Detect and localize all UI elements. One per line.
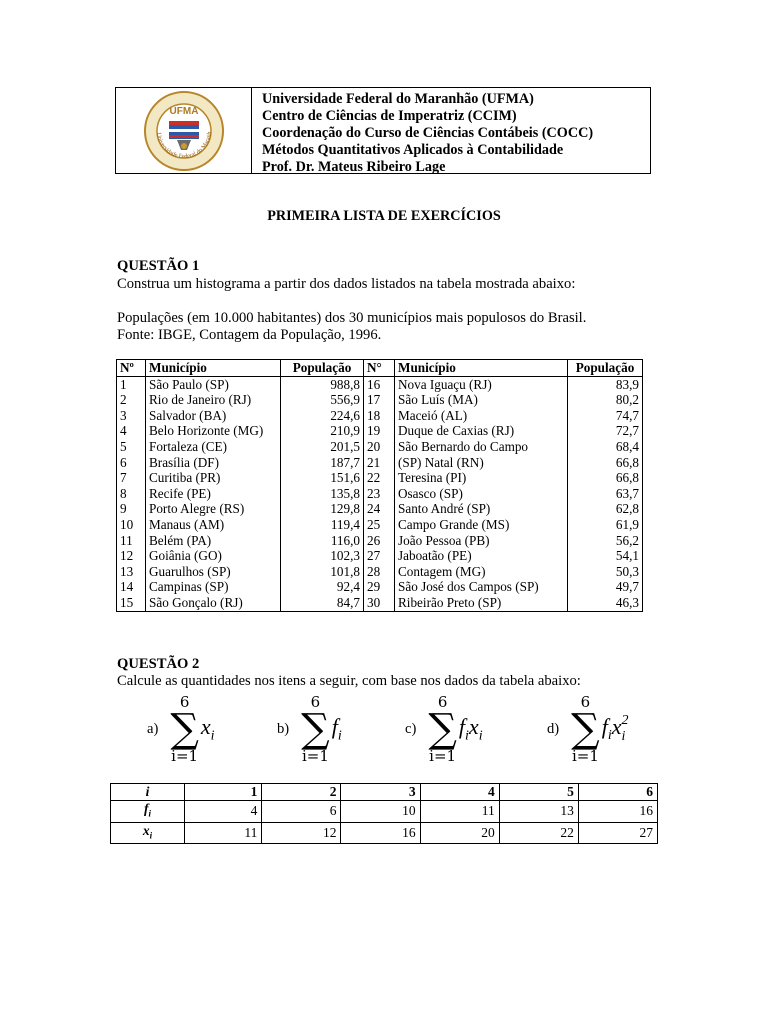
cell-municipality: Rio de Janeiro (RJ) xyxy=(146,392,281,408)
cell-number: 9 xyxy=(117,501,146,517)
cell-population: 119,4 xyxy=(281,517,364,533)
cell-population-2: 72,7 xyxy=(568,423,643,439)
table-cell: 16 xyxy=(578,801,657,823)
table-cell: 6 xyxy=(578,784,657,801)
formula-a xyxy=(147,694,215,764)
cell-municipality-2: Nova Iguaçu (RJ) xyxy=(395,376,568,392)
cell-municipality-2: Jaboatão (PE) xyxy=(395,548,568,564)
table-row xyxy=(117,579,643,595)
cell-population-2: 74,7 xyxy=(568,408,643,424)
cell-population: 92,4 xyxy=(281,579,364,595)
cell-population-2: 83,9 xyxy=(568,376,643,392)
logo-text: UFMA xyxy=(169,105,198,117)
cell-population-2: 56,2 xyxy=(568,533,643,549)
population-table-header xyxy=(117,360,643,377)
table-cell: 4 xyxy=(420,784,499,801)
cell-municipality-2: (SP) Natal (RN) xyxy=(395,455,568,471)
cell-municipality-2: Contagem (MG) xyxy=(395,564,568,580)
cell-municipality: Manaus (AM) xyxy=(146,517,281,533)
cell-municipality-2: Ribeirão Preto (SP) xyxy=(395,595,568,611)
cell-number: 4 xyxy=(117,423,146,439)
cell-municipality: Fortaleza (CE) xyxy=(146,439,281,455)
table-cell: 1 xyxy=(185,784,262,801)
cell-population: 116,0 xyxy=(281,533,364,549)
logo-cell xyxy=(116,88,252,173)
table-cell: 11 xyxy=(185,822,262,844)
cell-population: 187,7 xyxy=(281,455,364,471)
cell-number: 6 xyxy=(117,455,146,471)
cell-municipality: Goiânia (GO) xyxy=(146,548,281,564)
cell-population-2: 46,3 xyxy=(568,595,643,611)
cell-municipality: São Paulo (SP) xyxy=(146,376,281,392)
cell-number-2: 17 xyxy=(364,392,395,408)
cell-number: 15 xyxy=(117,595,146,611)
header-line-university: Universidade Federal do Maranhão (UFMA) xyxy=(262,91,534,107)
cell-number-2: 21 xyxy=(364,455,395,471)
table-cell: 4 xyxy=(185,801,262,823)
q2-title: QUESTÃO 2 xyxy=(117,656,200,672)
cell-municipality-2: Duque de Caxias (RJ) xyxy=(395,423,568,439)
table-row xyxy=(117,470,643,486)
formula-term: $x_i$ xyxy=(200,713,215,744)
cell-number-2: 23 xyxy=(364,486,395,502)
cell-municipality: São Gonçalo (RJ) xyxy=(146,595,281,611)
row-label-i: i xyxy=(111,784,185,801)
cell-population-2: 63,7 xyxy=(568,486,643,502)
cell-municipality: Recife (PE) xyxy=(146,486,281,502)
header-box xyxy=(115,87,651,174)
cell-number: 12 xyxy=(117,548,146,564)
cell-number: 1 xyxy=(117,376,146,392)
table-row xyxy=(117,533,643,549)
table-cell: 27 xyxy=(578,822,657,844)
header-lines xyxy=(252,88,593,173)
table-cell: 5 xyxy=(499,784,578,801)
table-cell: 10 xyxy=(341,801,420,823)
summation-symbol: 6 ∑ i=1 xyxy=(428,693,457,765)
cell-number-2: 19 xyxy=(364,423,395,439)
table-cell: 13 xyxy=(499,801,578,823)
cell-municipality: Curitiba (PR) xyxy=(146,470,281,486)
table-cell: 22 xyxy=(499,822,578,844)
cell-number: 14 xyxy=(117,579,146,595)
cell-population-2: 62,8 xyxy=(568,501,643,517)
col-header-number: Nº xyxy=(117,360,146,377)
cell-number-2: 25 xyxy=(364,517,395,533)
cell-population: 556,9 xyxy=(281,392,364,408)
table-row xyxy=(117,392,643,408)
table-row xyxy=(117,439,643,455)
formula-c xyxy=(405,694,483,764)
table-row xyxy=(117,595,643,611)
cell-number-2: 24 xyxy=(364,501,395,517)
row-label-x: $x_i$ xyxy=(111,822,185,844)
table-row xyxy=(117,408,643,424)
cell-municipality-2: São Bernardo do Campo xyxy=(395,439,568,455)
cell-municipality-2: Osasco (SP) xyxy=(395,486,568,502)
formula-label: c) xyxy=(405,720,417,737)
cell-municipality-2: São José dos Campos (SP) xyxy=(395,579,568,595)
table-row xyxy=(117,517,643,533)
col-header-municipality: Município xyxy=(146,360,281,377)
col-header-number-2: N° xyxy=(364,360,395,377)
data-row-x xyxy=(111,822,658,844)
header-line-course: Métodos Quantitativos Aplicados à Contabilidade xyxy=(262,142,564,158)
cell-number: 3 xyxy=(117,408,146,424)
col-header-municipality-2: Município xyxy=(395,360,568,377)
cell-municipality: Brasília (DF) xyxy=(146,455,281,471)
summation-symbol: 6 ∑ i=1 xyxy=(301,693,330,765)
cell-municipality-2: São Luís (MA) xyxy=(395,392,568,408)
svg-text:Universidade Federal do Maranh: Universidade Federal do Maranh xyxy=(154,130,213,160)
table-cell: 3 xyxy=(341,784,420,801)
cell-municipality-2: Teresina (PI) xyxy=(395,470,568,486)
formula-label: b) xyxy=(277,720,290,737)
cell-number-2: 26 xyxy=(364,533,395,549)
data-table xyxy=(110,783,658,844)
table-cell: 12 xyxy=(262,822,341,844)
cell-population-2: 66,8 xyxy=(568,455,643,471)
q2-text: Calcule as quantidades nos itens a seguir, com base nos dados da tabela abaixo: xyxy=(117,673,581,689)
q1-desc-1: Populações (em 10.000 habitantes) dos 30 municípios mais populosos do Brasil. xyxy=(117,310,587,326)
cell-number-2: 27 xyxy=(364,548,395,564)
cell-population-2: 50,3 xyxy=(568,564,643,580)
table-cell: 16 xyxy=(341,822,420,844)
table-row xyxy=(117,455,643,471)
cell-number: 13 xyxy=(117,564,146,580)
cell-population: 224,6 xyxy=(281,408,364,424)
cell-population-2: 61,9 xyxy=(568,517,643,533)
cell-population-2: 80,2 xyxy=(568,392,643,408)
cell-number: 2 xyxy=(117,392,146,408)
formula-term: $f_ix^2_i$ xyxy=(601,713,629,744)
formula-label: d) xyxy=(547,720,560,737)
table-cell: 11 xyxy=(420,801,499,823)
cell-municipality: Belém (PA) xyxy=(146,533,281,549)
q1-title: QUESTÃO 1 xyxy=(117,258,200,274)
header-line-coordination: Coordenação do Curso de Ciências Contábeis (COCC) xyxy=(262,125,594,141)
cell-municipality-2: Maceió (AL) xyxy=(395,408,568,424)
cell-number-2: 16 xyxy=(364,376,395,392)
cell-population-2: 68,4 xyxy=(568,439,643,455)
table-row xyxy=(117,501,643,517)
table-row xyxy=(117,376,643,392)
table-row xyxy=(117,548,643,564)
cell-population: 102,3 xyxy=(281,548,364,564)
ufma-logo xyxy=(143,90,225,172)
table-cell: 20 xyxy=(420,822,499,844)
table-row xyxy=(117,423,643,439)
cell-municipality: Campinas (SP) xyxy=(146,579,281,595)
cell-population-2: 66,8 xyxy=(568,470,643,486)
formula-b xyxy=(277,694,342,764)
cell-number: 5 xyxy=(117,439,146,455)
formula-label: a) xyxy=(147,720,159,737)
cell-municipality: Guarulhos (SP) xyxy=(146,564,281,580)
table-cell: 6 xyxy=(262,801,341,823)
row-label-f: $f_i$ xyxy=(111,801,185,823)
cell-municipality: Salvador (BA) xyxy=(146,408,281,424)
cell-number: 11 xyxy=(117,533,146,549)
list-title: PRIMEIRA LISTA DE EXERCÍCIOS xyxy=(267,208,501,224)
cell-population: 101,8 xyxy=(281,564,364,580)
q1-desc-2: Fonte: IBGE, Contagem da População, 1996. xyxy=(117,327,382,343)
cell-municipality-2: Campo Grande (MS) xyxy=(395,517,568,533)
data-row-f xyxy=(111,801,658,823)
cell-population: 210,9 xyxy=(281,423,364,439)
formula-term: $f_i$ xyxy=(331,713,342,744)
cell-population: 988,8 xyxy=(281,376,364,392)
table-row xyxy=(117,486,643,502)
col-header-population: População xyxy=(281,360,364,377)
formula-d xyxy=(547,693,629,765)
header-line-professor: Prof. Dr. Mateus Ribeiro Lage xyxy=(262,159,446,175)
cell-municipality: Porto Alegre (RS) xyxy=(146,501,281,517)
cell-number-2: 20 xyxy=(364,439,395,455)
cell-number-2: 30 xyxy=(364,595,395,611)
cell-population-2: 54,1 xyxy=(568,548,643,564)
summation-symbol: 6 ∑ i=1 xyxy=(571,693,600,765)
cell-number: 8 xyxy=(117,486,146,502)
formula-term: $f_ix_i$ xyxy=(458,713,483,744)
table-cell: 2 xyxy=(262,784,341,801)
header-line-center: Centro de Ciências de Imperatriz (CCIM) xyxy=(262,108,517,124)
cell-municipality-2: João Pessoa (PB) xyxy=(395,533,568,549)
cell-number: 10 xyxy=(117,517,146,533)
cell-population: 201,5 xyxy=(281,439,364,455)
cell-number: 7 xyxy=(117,470,146,486)
q1-text: Construa um histograma a partir dos dados listados na tabela mostrada abaixo: xyxy=(117,276,576,292)
table-row xyxy=(117,564,643,580)
data-row-i xyxy=(111,784,658,801)
cell-number-2: 22 xyxy=(364,470,395,486)
population-table xyxy=(116,359,643,612)
cell-population: 151,6 xyxy=(281,470,364,486)
cell-population: 135,8 xyxy=(281,486,364,502)
cell-municipality-2: Santo André (SP) xyxy=(395,501,568,517)
summation-symbol: 6 ∑ i=1 xyxy=(170,693,199,765)
cell-municipality: Belo Horizonte (MG) xyxy=(146,423,281,439)
cell-population: 129,8 xyxy=(281,501,364,517)
col-header-population-2: População xyxy=(568,360,643,377)
cell-number-2: 29 xyxy=(364,579,395,595)
cell-population-2: 49,7 xyxy=(568,579,643,595)
cell-population: 84,7 xyxy=(281,595,364,611)
cell-number-2: 18 xyxy=(364,408,395,424)
cell-number-2: 28 xyxy=(364,564,395,580)
